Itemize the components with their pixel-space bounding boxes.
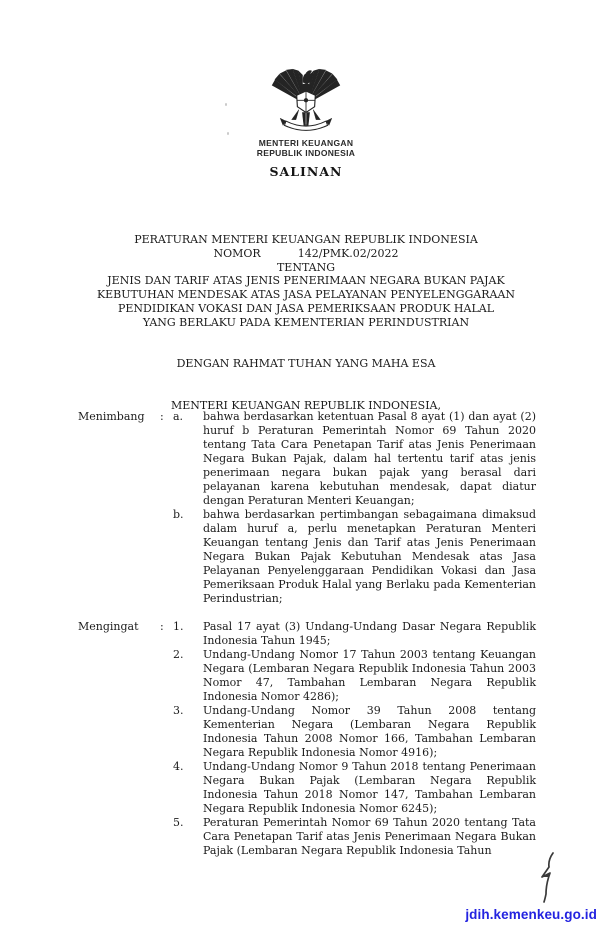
nomor-label: NOMOR [213,246,261,260]
item-text: Undang-Undang Nomor 17 Tahun 2003 tentang Keuangan Negara (Lembaran Negara Republik Indonesia Tahun 2003 Nomor 47, Tambahan Lembaran Negara Republik Indonesia Nomor 4286); [203,648,536,703]
regulation-number-line [40,247,572,261]
mengingat-section: Mengingat : 1. Pasal 17 ayat (3) Undang-Undang Dasar Negara Republik Indonesia Tahun 1945; 2. Undang-Undang Nomor 17 Tahun 2003 tentang Keuangan Negara (Lembaran Negara Republik Indonesia Tahun 2003 Nomor 47, Tambahan Lembaran Negara Republik Indonesia Nomor 4286); 3. Undang-Undang Nomor 39 Tahun 2008 tentang Kementerian Negara (Lembaran Negara Republik Indonesia Tahun 2008 Nomor 166, Tambahan Lembaran Negara Republik Indonesia Nomor 4916); 4. Undang-Undang Nomor 9 Tahun 2018 tentang Penerimaan Negara Bukan Pajak (Lembaran Negara Republik Indonesia Tahun 2018 Nomor 147, Tambahan Lembaran Negara Republik Indonesia Nomor 6245); 5. Peraturan Pemerintah Nomor 69 Tahun 2020 tentang Tata Cara Penetapan Tarif atas Jenis Penerimaan Negara Bukan Pajak (Lembaran Negara Republik Indonesia Tahun [78,620,536,857]
item-text: bahwa berdasarkan pertimbangan sebagaimana dimaksud dalam huruf a, perlu menetapkan Peraturan Menteri Keuangan tentang Jenis dan Tarif atas Jenis Penerimaan Negara Bukan Pajak Kebutuhan Mendesak atas Jasa Pelayanan Penyelenggaraan Pendidikan Vokasi dan Jasa Pemeriksaan Produk Halal yang Berlaku pada Kementerian Perindustrian; [203,508,536,605]
item-marker: a. [173,410,184,423]
subject-line: PENDIDIKAN VOKASI DAN JASA PEMERIKSAAN PRODUK HALAL [117,301,494,315]
mengingat-label: Mengingat [78,620,139,633]
issuer-line: MENTERI KEUANGAN REPUBLIK INDONESIA, [170,398,442,412]
ministry-name-line1: MENTERI KEUANGAN [258,138,354,148]
mengingat-item-2 [173,648,536,704]
item-text: Pasal 17 ayat (3) Undang-Undang Dasar Negara Republik Indonesia Tahun 1945; [203,620,536,647]
item-text: Undang-Undang Nomor 9 Tahun 2018 tentang Penerimaan Negara Bukan Pajak (Lembaran Negara Republik Indonesia Tahun 2018 Nomor 147, Tambahan Lembaran Negara Republik Indonesia Nomor 6245); [203,760,536,815]
tentang-label: TENTANG [276,260,336,274]
regulation-heading: PERATURAN MENTERI KEUANGAN REPUBLIK INDONESIA [134,233,478,246]
item-marker: 5. [173,816,184,829]
letterhead [0,68,612,179]
item-text: Undang-Undang Nomor 39 Tahun 2008 tentang Kementerian Negara (Lembaran Negara Republik Indonesia Tahun 2008 Nomor 166, Tambahan Lembaran Negara Republik Indonesia Nomor 4916); [203,704,536,759]
regulation-title-block [40,233,572,412]
subject-line: JENIS DAN TARIF ATAS JENIS PENERIMAAN NEGARA BUKAN PAJAK [107,274,505,288]
mengingat-item-4 [173,760,536,816]
jdih-kemenkeu-link[interactable]: jdih.kemenkeu.go.id [465,907,597,922]
menimbang-item-a [173,410,536,508]
garuda-pancasila-emblem [0,68,612,134]
mengingat-item-3 [173,704,536,760]
menimbang-label: Menimbang [78,410,145,423]
handwritten-initial-mark [536,850,562,908]
subject-line: KEBUTUHAN MENDESAK ATAS JASA PELAYANAN PENYELENGGARAAN [96,288,516,302]
mengingat-item-5 [173,816,536,858]
item-marker: 4. [173,760,184,773]
item-marker: 1. [173,620,184,633]
item-text: Peraturan Pemerintah Nomor 69 Tahun 2020 tentang Tata Cara Penetapan Tarif atas Jenis Penerimaan Negara Bukan Pajak (Lembaran Negara Republik Indonesia Tahun [203,816,536,857]
item-marker: 3. [173,704,184,717]
item-marker: 2. [173,648,184,661]
menimbang-item-b [173,508,536,606]
salinan-stamp: SALINAN [269,164,343,179]
nomor-value: 142/PMK.02/2022 [297,246,399,260]
item-marker: b. [173,508,184,521]
ministry-name-line2: REPUBLIK INDONESIA [256,148,356,158]
item-text: bahwa berdasarkan ketentuan Pasal 8 ayat (1) dan ayat (2) huruf b Peraturan Pemerintah Nomor 69 Tahun 2020 tentang Tata Cara Penetapan Tarif atas Jenis Penerimaan Negara Bukan Pajak, dalam hal tertentu tarif atas jenis penerimaan negara bukan pajak yang berasal dari pelayanan karena kebutuhan mendesak, dapat diatur dengan Peraturan Menteri Keuangan; [203,410,536,507]
regulation-body [78,410,536,858]
mengingat-item-1 [173,620,536,648]
menimbang-section: Menimbang : a. bahwa berdasarkan ketentuan Pasal 8 ayat (1) dan ayat (2) huruf b Peraturan Pemerintah Nomor 69 Tahun 2020 tentang Tata Cara Penetapan Tarif atas Jenis Penerimaan Negara Bukan Pajak, dalam hal tertentu tarif atas jenis penerimaan negara bukan pajak yang berasal dari pelayanan karena kebutuhan mendesak, dapat diatur dengan Peraturan Menteri Keuangan; b. bahwa berdasarkan pertimbangan sebagaimana dimaksud dalam huruf a, perlu menetapkan Peraturan Menteri Keuangan tentang Jenis dan Tarif atas Jenis Penerimaan Negara Bukan Pajak Kebutuhan Mendesak atas Jasa Pelayanan Penyelenggaraan Pendidikan Vokasi dan Jasa Pemeriksaan Produk Halal yang Berlaku pada Kementerian Perindustrian; [78,410,536,605]
invocation-line: DENGAN RAHMAT TUHAN YANG MAHA ESA [176,357,436,371]
subject-line: YANG BERLAKU PADA KEMENTERIAN PERINDUSTRIAN [142,315,470,329]
